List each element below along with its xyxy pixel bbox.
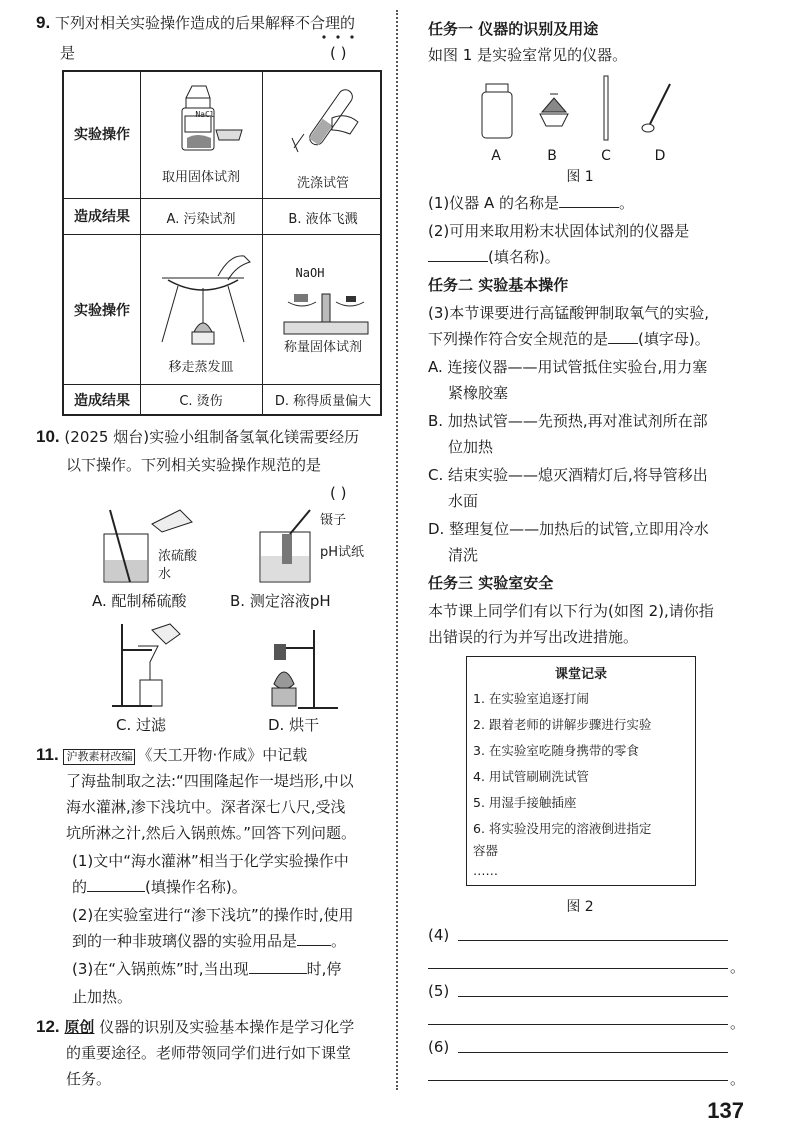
q11-line2: 了海盐制取之法:“四围隆起作一堤垱形,中以	[66, 772, 354, 790]
r-opt-c[interactable]: C. 结束实验——熄灭酒精灯后,将导管移出	[428, 466, 708, 484]
result-b: B. 液体飞溅	[288, 212, 358, 227]
caption-c: 移走蒸发皿	[168, 360, 234, 375]
table-op-header-1: 实验操作	[74, 127, 130, 143]
q11-blank-2[interactable]	[297, 930, 331, 946]
q11-part2: (2)在实验室进行“渗下浅坑”的操作时,使用	[72, 906, 354, 924]
answer-5-period: 。	[730, 1014, 746, 1032]
r-q2-cont: (填名称)。	[428, 246, 560, 268]
q9-answer-paren[interactable]: ( )	[330, 44, 347, 62]
record-item: 3. 在实验室吃随身携带的零食	[473, 743, 639, 758]
q11-part3: (3)在“入锅煎炼”时,当出现 时,停	[72, 960, 342, 978]
r-opt-b-cont: 位加热	[448, 438, 494, 456]
ph-test-illustration	[252, 506, 322, 586]
record-item: 2. 跟着老师的讲解步骤进行实验	[473, 717, 652, 732]
answer-6-label: (6)	[428, 1038, 450, 1056]
drying-illustration	[262, 626, 342, 712]
r-opt-b[interactable]: B. 加热试管——先预热,再对准试剂所在部	[428, 412, 708, 430]
r-blank-2[interactable]	[428, 246, 488, 262]
r-opt-a-cont: 紧橡胶塞	[448, 384, 509, 402]
page-number: 137	[707, 1098, 744, 1123]
answer-5-line2[interactable]	[428, 1024, 728, 1025]
table-result-header-1: 造成结果	[74, 209, 130, 225]
r-opt-d-cont: 清洗	[448, 546, 479, 564]
label-concentrated-acid: 浓硫酸	[158, 549, 198, 564]
label-water: 水	[158, 567, 172, 582]
q10-stem-cont: 以下操作。下列相关实验操作规范的是	[66, 456, 322, 474]
q11-part1-cont: 的 (填操作名称)。	[72, 878, 247, 896]
q10-stem: 10. (2025 烟台)实验小组制备氢氧化镁需要经历	[36, 427, 360, 446]
r-blank-1[interactable]	[559, 192, 619, 208]
q11-stem: 11. 沪教素材改编 《天工开物·作咸》中记载	[36, 745, 308, 764]
task2-heading: 任务二 实验基本操作	[428, 276, 569, 294]
table-result-header-2: 造成结果	[74, 393, 130, 409]
fig1-label-b: B	[547, 148, 557, 164]
caption-a: 取用固体试剂	[161, 170, 240, 185]
r-q3-cont: 下列操作符合安全规范的是 (填字母)。	[428, 330, 710, 348]
q9-stem-cont: 是	[60, 44, 76, 62]
q11-blank-1[interactable]	[87, 876, 145, 892]
task3-desc-2: 出错误的行为并写出改进措施。	[428, 628, 639, 646]
result-d: D. 称得质量偏大	[274, 394, 372, 409]
r-q2: (2)可用来取用粉末状固体试剂的仪器是	[428, 222, 690, 240]
fig1-label-c: C	[601, 148, 611, 164]
reagent-bottle-illustration	[160, 80, 250, 160]
record-title: 课堂记录	[554, 667, 607, 682]
fig2-caption: 图 2	[566, 899, 594, 915]
q9-stem: 9. 下列对相关实验操作造成的后果解释不合理的	[36, 13, 356, 32]
q12-line3: 任务。	[66, 1070, 112, 1088]
fig1-label-a: A	[491, 148, 501, 164]
fig1-label-d: D	[654, 148, 666, 164]
filtration-illustration	[108, 620, 188, 710]
r-opt-d[interactable]: D. 整理复位——加热后的试管,立即用冷水	[428, 520, 709, 538]
table-op-header-2: 实验操作	[74, 303, 130, 319]
answer-6-line2[interactable]	[428, 1080, 728, 1081]
evaporating-dish-illustration	[148, 240, 258, 350]
record-item: 6. 将实验没用完的溶液倒进指定	[473, 821, 652, 836]
q10-option-c[interactable]: C. 过滤	[116, 716, 167, 734]
q11-part3-cont: 止加热。	[72, 988, 133, 1006]
answer-4-period: 。	[730, 958, 746, 976]
q10-answer-paren[interactable]: ( )	[330, 484, 347, 502]
q11-blank-3[interactable]	[249, 958, 307, 974]
nacl-label: NaCl	[195, 110, 215, 119]
answer-6-line1[interactable]	[458, 1052, 728, 1053]
q9-table	[62, 70, 382, 416]
q11-part1: (1)文中“海水灌淋”相当于化学实验操作中	[72, 852, 349, 870]
source-badge: 沪教素材改编	[63, 749, 135, 765]
q9-emphasis: 不合理	[294, 14, 340, 32]
q12-line2: 的重要途径。老师带领同学们进行如下课堂	[66, 1044, 352, 1062]
answer-6-period: 。	[730, 1070, 746, 1088]
result-a: A. 污染试剂	[166, 212, 236, 227]
label-ph-paper: pH试纸	[320, 545, 365, 560]
r-opt-a[interactable]: A. 连接仪器——用试管抵住实验台,用力塞	[428, 358, 708, 376]
task1-heading: 任务一 仪器的识别及用途	[428, 20, 599, 38]
balance-illustration	[276, 272, 376, 342]
emphasis-dots	[320, 34, 360, 40]
caption-d: 称量固体试剂	[283, 340, 362, 355]
q10-option-a[interactable]: A. 配制稀硫酸	[92, 592, 187, 610]
naoh-label: NaOH	[295, 266, 325, 280]
original-badge: 原创	[64, 1018, 95, 1036]
task3-heading: 任务三 实验室安全	[428, 574, 554, 592]
q11-line3: 海水灌淋,渗下浅坑中。深者深七八尺,受浅	[66, 798, 346, 816]
label-tweezers: 镊子	[320, 513, 347, 528]
test-tube-wash-illustration	[282, 78, 372, 168]
column-divider	[396, 10, 398, 1090]
q11-line4: 坑所淋之汁,然后入锅煎炼。”回答下列问题。	[66, 824, 357, 842]
caption-b: 洗涤试管	[296, 176, 349, 191]
task1-desc: 如图 1 是实验室常见的仪器。	[428, 46, 628, 64]
q10-option-d[interactable]: D. 烘干	[268, 716, 320, 734]
class-record-box	[466, 656, 696, 886]
answer-4-label: (4)	[428, 926, 450, 944]
q10-option-b[interactable]: B. 测定溶液pH	[230, 592, 331, 610]
r-q1: (1)仪器 A 的名称是 。	[428, 194, 635, 212]
q12-stem: 12. 原创 仪器的识别及实验基本操作是学习化学	[36, 1017, 355, 1036]
q11-part2-cont: 到的一种非玻璃仪器的实验用品是 。	[72, 932, 347, 950]
figure1-instruments	[470, 74, 690, 154]
result-c: C. 烫伤	[179, 394, 223, 409]
answer-5-line1[interactable]	[458, 996, 728, 997]
r-q3: (3)本节课要进行高锰酸钾制取氧气的实验,	[428, 304, 710, 322]
record-item: 5. 用湿手接触插座	[473, 795, 577, 810]
r-opt-c-cont: 水面	[448, 492, 479, 510]
answer-5-label: (5)	[428, 982, 450, 1000]
record-item: 4. 用试管刷刷洗试管	[473, 769, 589, 784]
answer-4-line2[interactable]	[428, 968, 728, 969]
fig1-caption: 图 1	[566, 169, 594, 185]
record-item: 容器	[473, 843, 499, 858]
task3-desc-1: 本节课上同学们有以下行为(如图 2),请你指	[428, 602, 714, 620]
r-blank-3[interactable]	[608, 328, 638, 344]
answer-4-line1[interactable]	[458, 940, 728, 941]
record-item: ……	[473, 863, 498, 878]
record-item: 1. 在实验室追逐打闹	[473, 691, 589, 706]
